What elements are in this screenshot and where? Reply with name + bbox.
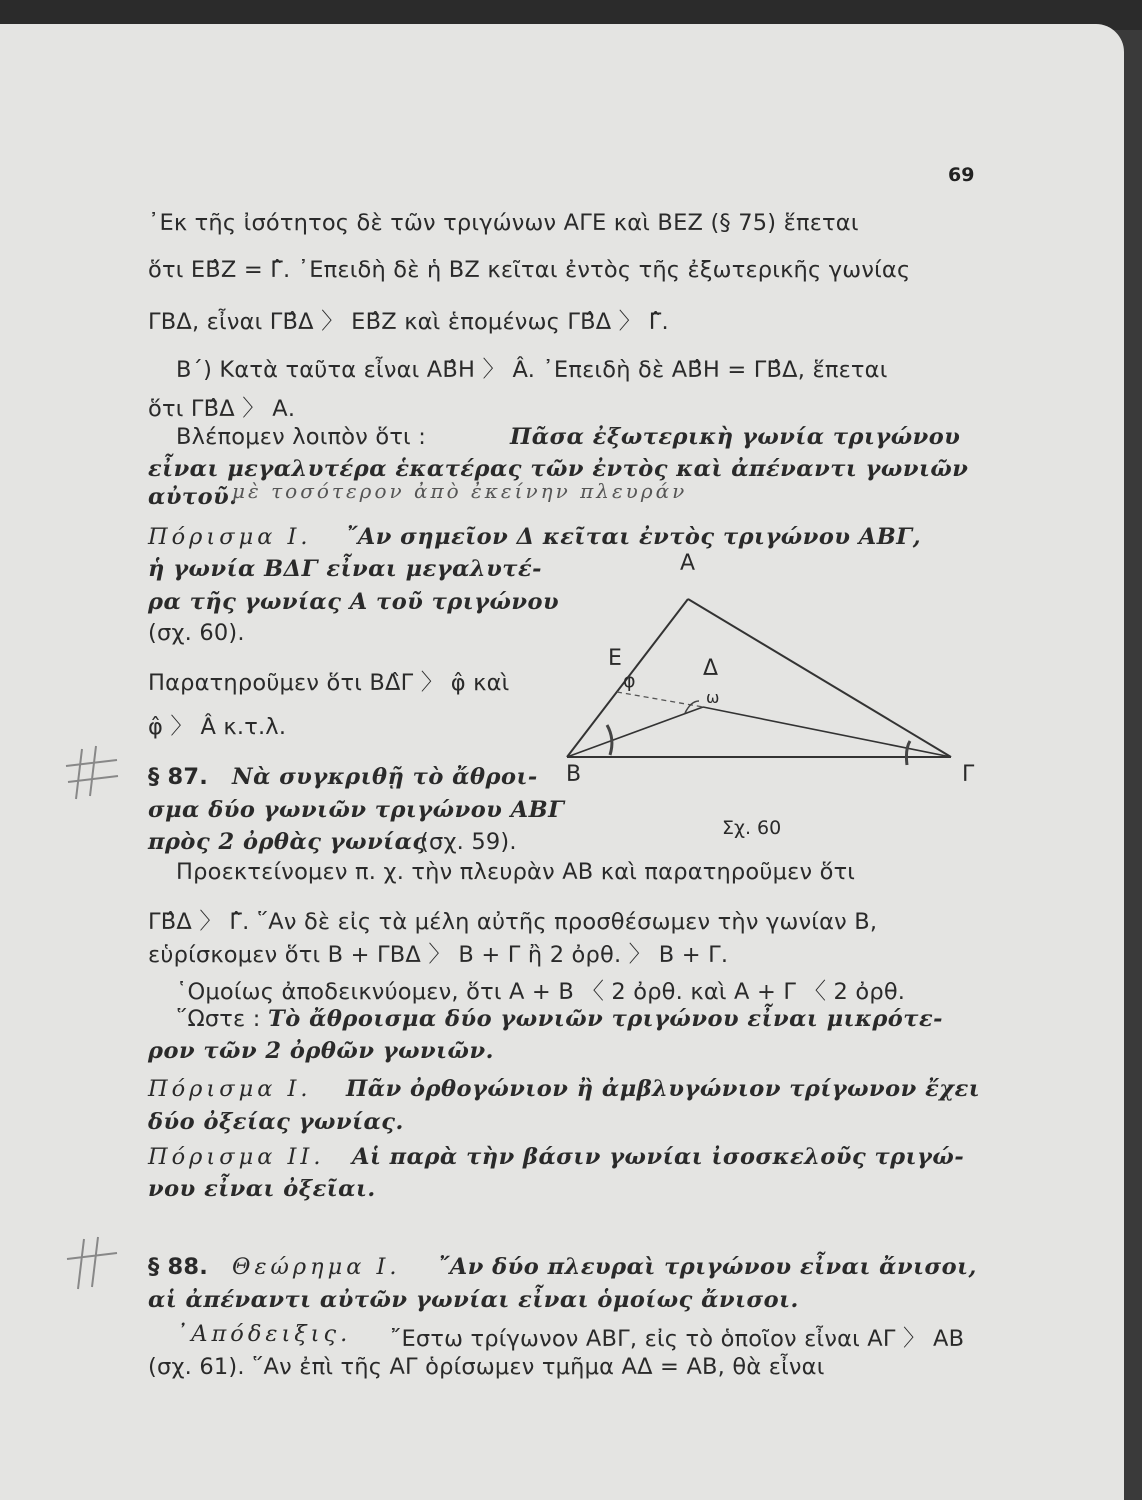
corollary-text: ρα τῆς γωνίας Α τοῦ τριγώνου [148,589,560,615]
conclusion-statement: Τὸ ἄθροισμα δύο γωνιῶν τριγώνου εἶναι μικρότε- [268,1006,943,1032]
theorem-statement: εἶναι μεγαλυτέρα ἑκατέρας τῶν ἐντὸς καὶ ἀπέναντι γωνιῶν [148,456,969,482]
hash-mark-icon [62,744,122,804]
triangle-figure [555,569,975,859]
figure-label-a: Α [680,551,696,576]
text-line: (σχ. 61). ῞Αν ἐπὶ τῆς ΑΓ ὁρίσωμεν τμῆμα ΑΔ = ΑΒ, θὰ εἶναι [148,1354,825,1380]
text-line: Β΄) Κατὰ ταῦτα εἶναι ΑΒ̂Η 〉 Â. ᾿Επειδὴ δὲ ΑΒ̂Η = ΓΒ̂Δ, ἕπεται [176,357,888,383]
handwritten-annotation: μὲ τοσότερον ἀπὸ ἐκείνην πλευράν [232,479,688,503]
text-line: Βλέπομεν λοιπὸν ὅτι : [176,424,427,450]
theorem-heading: Θεώρημα Ι. [232,1254,401,1280]
section-title: Νὰ συγκριθῇ τὸ ἄθροι- [232,764,538,790]
corollary-heading: Πόρισμα Ι. [148,524,312,550]
text-line: ὅτι ΓΒ̂Δ 〉 Α. [148,396,296,422]
page-number: 69 [948,164,975,186]
theorem-statement: ῎Αν δύο πλευραὶ τριγώνου εἶναι ἄνισοι, [438,1254,977,1280]
section-title: πρὸς 2 ὀρθὰς γωνίας [148,829,427,855]
text-line: εὑρίσκομεν ὅτι Β + ΓΒΔ 〉 Β + Γ ἢ 2 ὀρθ. 〉 Β + Γ. [148,942,729,968]
figure-caption: Σχ. 60 [722,817,782,839]
hash-mark-icon [62,1234,122,1294]
section-number: § 88. [148,1254,208,1280]
book-page [0,24,1124,1500]
text-line: (σχ. 60). [148,620,245,646]
figure-label-e: Ε [608,646,622,671]
conclusion-statement: ρον τῶν 2 ὀρθῶν γωνιῶν. [148,1038,494,1064]
text-line: Προεκτείνομεν π. χ. τὴν πλευρὰν ΑΒ καὶ παρατηροῦμεν ὅτι [176,859,856,885]
text-line: ΓΒΔ, εἶναι ΓΒ̂Δ 〉 ΕΒ̂Ζ καὶ ἑπομένως ΓΒ̂Δ 〉 Γ̂. [148,309,669,335]
text-line: ῾Ομοίως ἀποδεικνύομεν, ὅτι Α + Β 〈 2 ὀρθ. καὶ Α + Γ 〈 2 ὀρθ. [176,979,906,1005]
theorem-statement: αὐτοῦ. [148,484,238,510]
figure-label-b: Β [566,762,582,787]
figure-label-g: Γ [962,762,975,787]
text-line: ΓΒ̂Δ 〉 Γ̂. ῞Αν δὲ εἰς τὰ μέλη αὐτῆς προσθέσωμεν τὴν γωνίαν Β, [148,909,878,935]
section-title: σμα δύο γωνιῶν τριγώνου ΑΒΓ [148,797,565,823]
corollary-text: ἡ γωνία ΒΔΓ εἶναι μεγαλυτέ- [148,556,542,582]
theorem-statement: αἱ ἀπέναντι αὐτῶν γωνίαι εἶναι ὁμοίως ἄνισοι. [148,1287,799,1313]
figure-label-omega: ω [706,688,720,707]
figure-label-d: Δ [703,656,719,681]
text-line: ᾿Εκ τῆς ἰσότητος δὲ τῶν τριγώνων ΑΓΕ καὶ ΒΕΖ (§ 75) ἕπεται [148,210,859,236]
corollary-heading: Πόρισμα Ι. [148,1076,312,1102]
corollary-text: νου εἶναι ὀξεῖαι. [148,1176,376,1202]
text-line: ῞Ωστε : [176,1006,261,1032]
corollary-heading: Πόρισμα ΙΙ. [148,1144,325,1170]
text-line: (σχ. 59). [420,829,517,855]
text-line: ῎Εστω τρίγωνον ΑΒΓ, εἰς τὸ ὁποῖον εἶναι ΑΓ 〉 ΑΒ [390,1326,965,1352]
corollary-text: ῎Αν σημεῖον Δ κεῖται ἐντὸς τριγώνου ΑΒΓ, [346,524,922,550]
theorem-statement: Πᾶσα ἐξωτερικὴ γωνία τριγώνου [510,424,961,450]
proof-heading: ᾿Απόδειξις. [176,1321,352,1347]
text-line: ὅτι ΕΒ̂Ζ = Γ̂. ᾿Επειδὴ δὲ ἡ ΒΖ κεῖται ἐντὸς τῆς ἐξωτερικῆς γωνίας [148,257,911,283]
figure-label-phi: φ [623,670,636,692]
corollary-text: δύο ὀξείας γωνίας. [148,1109,404,1135]
text-line: Παρατηροῦμεν ὅτι ΒΔ̂Γ 〉 φ̂ καὶ [148,670,510,696]
corollary-text: Αἱ παρὰ τὴν βάσιν γωνίαι ἰσοσκελοῦς τριγώ- [352,1144,965,1170]
corollary-text: Πᾶν ὀρθογώνιον ἢ ἀμβλυγώνιον τρίγωνον ἔχει [346,1076,981,1102]
text-line: φ̂ 〉 Â κ.τ.λ. [148,714,287,740]
section-number: § 87. [148,764,208,790]
